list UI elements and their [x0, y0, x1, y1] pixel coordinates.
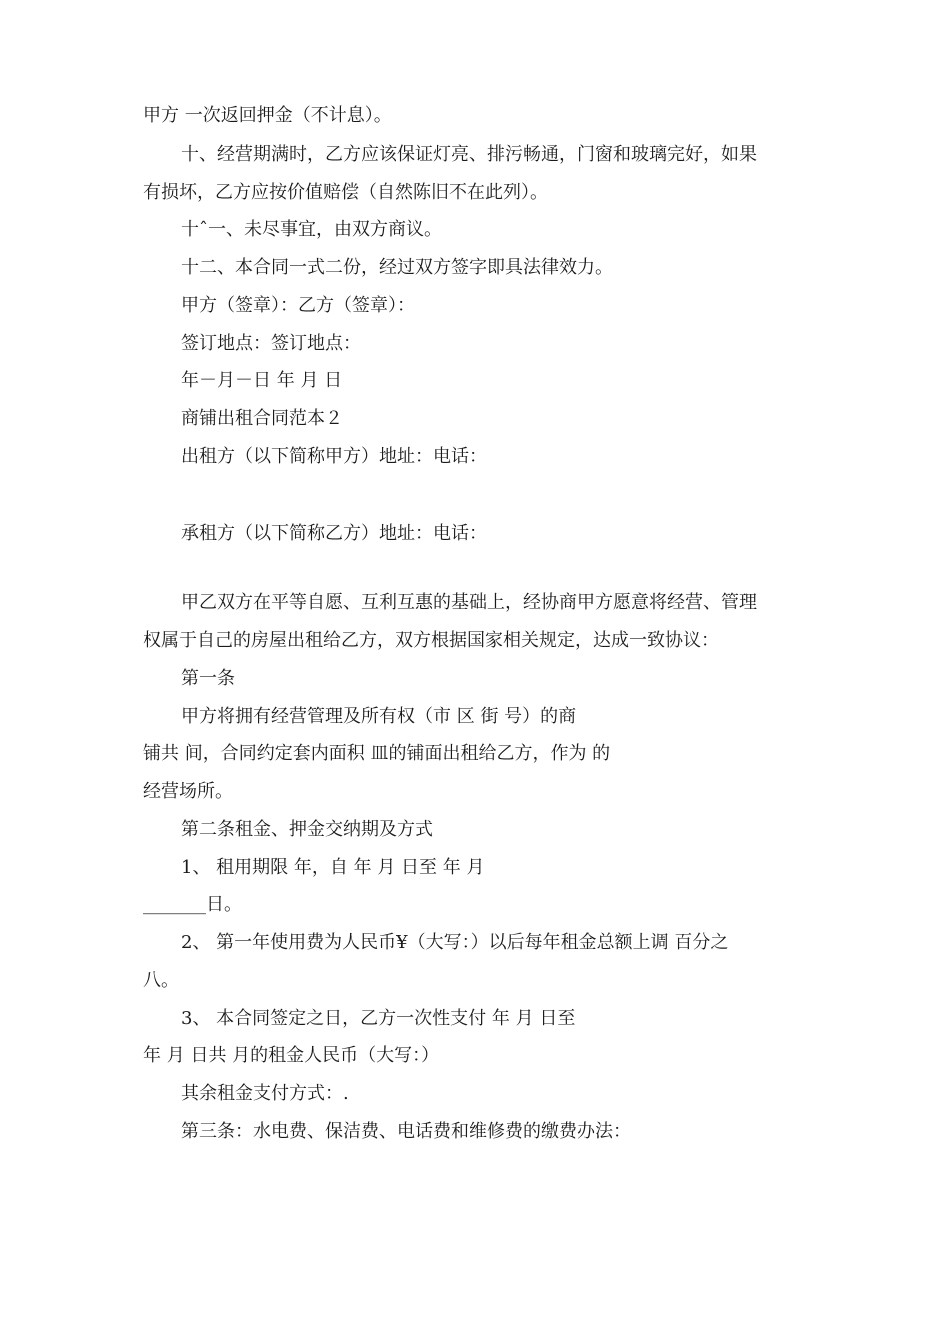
text-line: 铺共 间，合同约定套内面积 皿的铺面出租给乙方，作为 的	[143, 743, 611, 764]
text-line: 有损坏，乙方应按价值赔偿（自然陈旧不在此列）。	[143, 182, 548, 203]
text-line: 其余租金支付方式：.	[181, 1083, 349, 1104]
text-line: 承租方（以下简称乙方）地址：电话：	[181, 523, 487, 544]
text-line: 商铺出租合同范本２	[181, 408, 343, 429]
text-line: 八。	[143, 970, 179, 991]
text-line: 经营场所。	[143, 781, 233, 802]
text-line: 甲方将拥有经营管理及所有权（市 区 街 号）的商	[181, 706, 577, 727]
text-line: _______日。	[143, 894, 242, 915]
text-line: 年 月 日共 月的租金人民币（大写：）	[143, 1045, 440, 1066]
text-line: 1、 租用期限 年，自 年 月 日至 年 月	[181, 857, 485, 878]
text-line: 第一条	[181, 668, 235, 689]
text-line: 出租方（以下简称甲方）地址：电话：	[181, 446, 487, 467]
text-line: 甲乙双方在平等自愿、互利互惠的基础上，经协商甲方愿意将经营、管理	[181, 592, 757, 613]
text-line: 十ˆ一、未尽事宜，由双方商议。	[181, 219, 442, 240]
text-line: 签订地点：签订地点：	[181, 333, 361, 354]
text-line: 十二、本合同一式二份，经过双方签字即具法律效力。	[181, 257, 613, 278]
text-line: 甲方（签章）：乙方（签章）：	[181, 295, 415, 316]
text-line: 年－月－日 年 月 日	[181, 370, 343, 391]
text-line: 甲方 一次返回押金（不计息）。	[143, 105, 392, 126]
text-line: 十、经营期满时，乙方应该保证灯亮、排污畅通，门窗和玻璃完好，如果	[181, 144, 757, 165]
text-line: 2、 第一年使用费为人民币¥（大写：）以后每年租金总额上调 百分之	[181, 932, 729, 953]
text-line: 第二条租金、押金交纳期及方式	[181, 819, 433, 840]
text-line: 第三条：水电费、保洁费、电话费和维修费的缴费办法：	[181, 1121, 631, 1142]
text-line: 3、 本合同签定之日，乙方一次性支付 年 月 日至	[181, 1008, 576, 1029]
text-line: 权属于自己的房屋出租给乙方，双方根据国家相关规定，达成一致协议：	[143, 630, 719, 651]
